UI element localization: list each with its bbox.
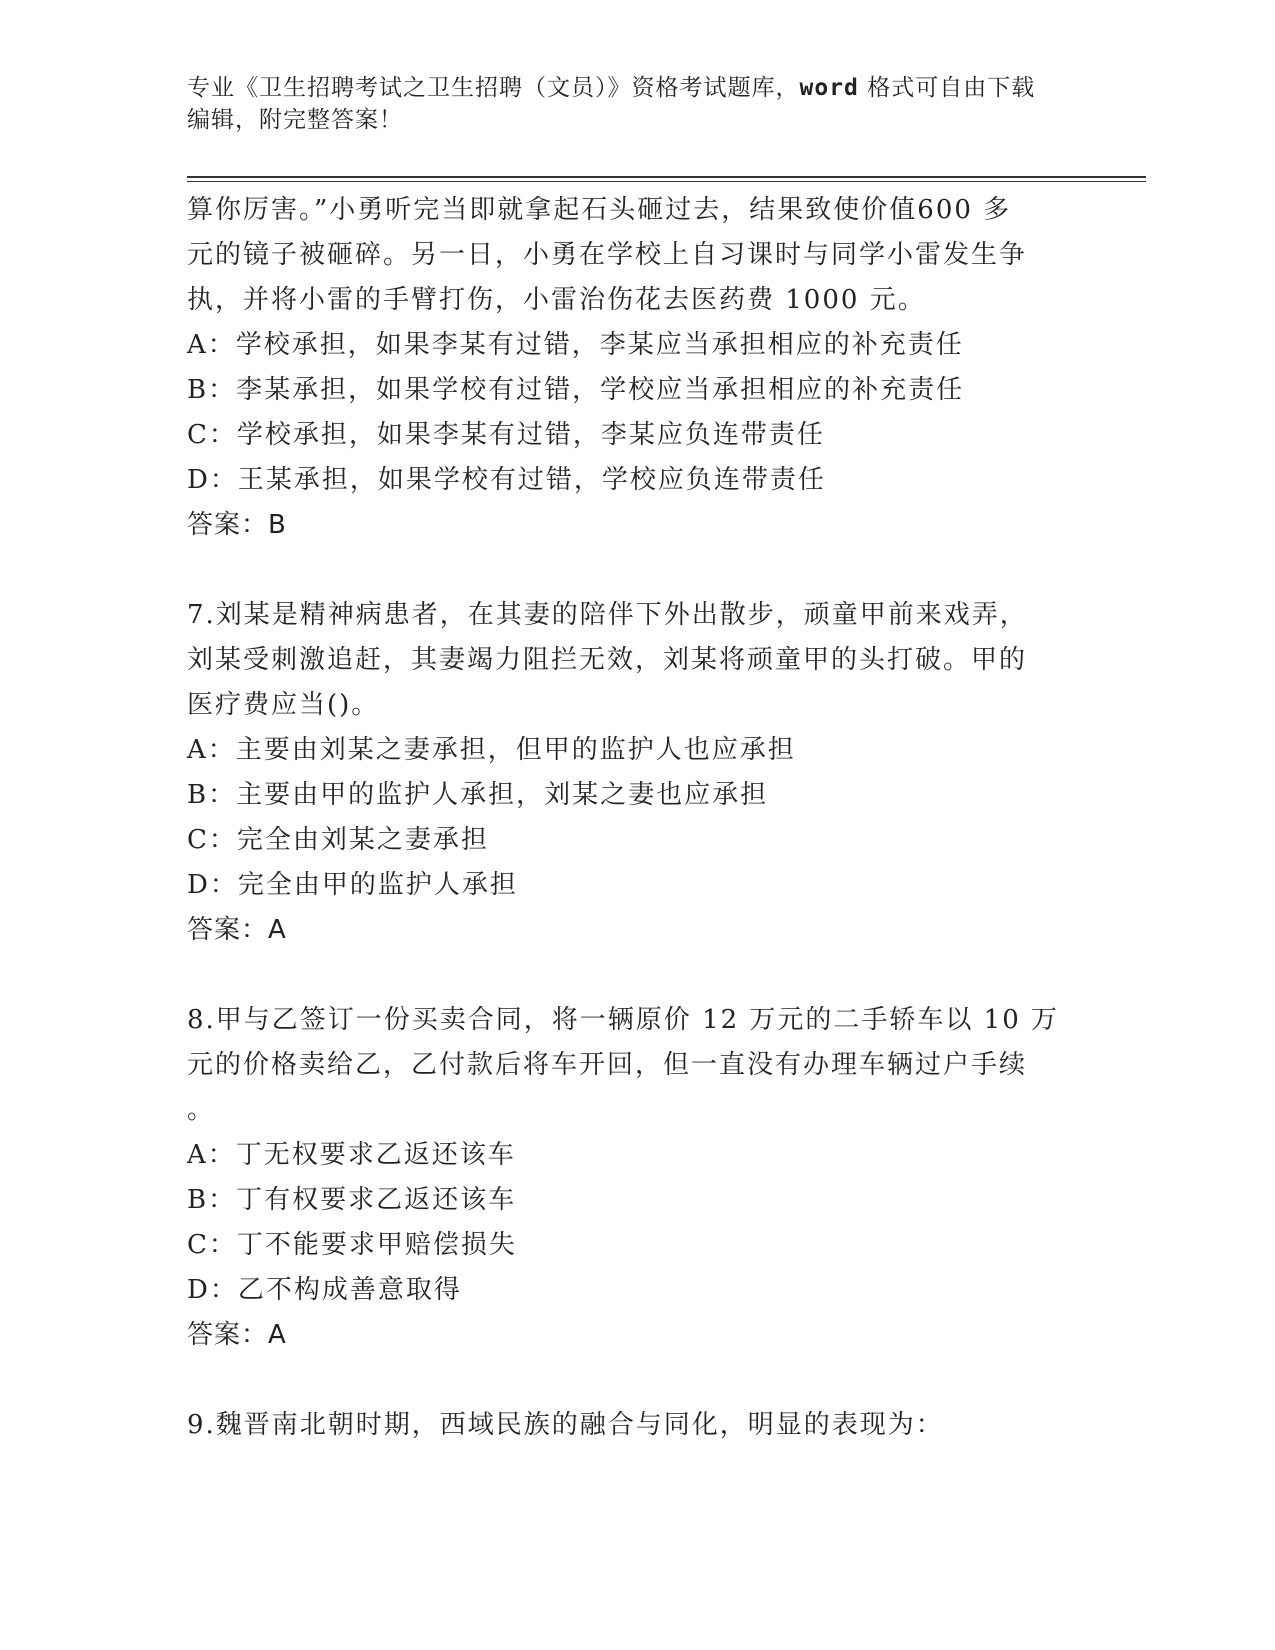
question-stem-line: 7.刘某是精神病患者，在其妻的陪伴下外出散步，顽童甲前来戏弄， [187,600,1028,630]
option-d: D：王某承担，如果学校有过错，学校应负连带责任 [187,465,826,495]
question-7 [187,593,1067,953]
option-b: B：主要由甲的监护人承担，刘某之妻也应承担 [187,780,769,810]
spacer [187,548,1067,593]
option-a: A：丁无权要求乙返还该车 [187,1140,516,1170]
question-9 [187,1403,1067,1448]
header-text-prefix: 专业《卫生招聘考试之卫生招聘（文员）》资格考试题库， [187,75,800,101]
question-stem-line: 元的镜子被砸碎。另一日，小勇在学校上自习课时与同学小雷发生争 [187,240,1028,270]
option-c: C：学校承担，如果李某有过错，李某应负连带责任 [187,420,825,450]
option-c: C：完全由刘某之妻承担 [187,825,489,855]
spacer [187,1358,1067,1403]
header-line-1 [187,72,1067,104]
answer-line: 答案：A [187,915,287,945]
question-stem-line: 。 [187,1095,216,1125]
header-text-suffix: 格式可自由下载 [858,75,1036,101]
option-b: B：李某承担，如果学校有过错，学校应当承担相应的补充责任 [187,375,965,405]
question-stem-line: 执，并将小雷的手臂打伤，小雷治伤花去医药费 1000 元。 [187,285,926,315]
option-d: D：完全由甲的监护人承担 [187,870,518,900]
answer-line: 答案：B [187,510,287,540]
option-d: D：乙不构成善意取得 [187,1275,462,1305]
question-stem-line: 刘某受刺激追赶，其妻竭力阻拦无效，刘某将顽童甲的头打破。甲的 [187,645,1028,675]
header-text-bold: word [799,75,859,101]
question-stem-line: 9.魏晋南北朝时期，西域民族的融合与同化，明显的表现为： [187,1410,944,1440]
question-stem-line: 元的价格卖给乙，乙付款后将车开回，但一直没有办理车辆过户手续 [187,1050,1028,1080]
question-stem-line: 医疗费应当()。 [187,690,380,720]
header-line-2: 编辑，附完整答案！ [187,107,403,133]
question-8 [187,998,1067,1358]
document-header [187,72,1067,136]
option-a: A：学校承担，如果李某有过错，李某应当承担相应的补充责任 [187,330,964,360]
option-b: B：丁有权要求乙返还该车 [187,1185,517,1215]
option-a: A：主要由刘某之妻承担，但甲的监护人也应承担 [187,735,796,765]
question-stem-line: 8.甲与乙签订一份买卖合同，将一辆原价 12 万元的二手轿车以 10 万 [187,1005,1060,1035]
document-body [187,188,1067,1448]
answer-line: 答案：A [187,1320,287,1350]
option-c: C：丁不能要求甲赔偿损失 [187,1230,517,1260]
question-6 [187,188,1067,548]
question-stem-line: 算你厉害。”小勇听完当即就拿起石头砸过去，结果致使价值600 多 [187,195,1012,225]
header-rule-thick [187,176,1146,178]
spacer [187,953,1067,998]
header-rule-thin [187,181,1146,182]
